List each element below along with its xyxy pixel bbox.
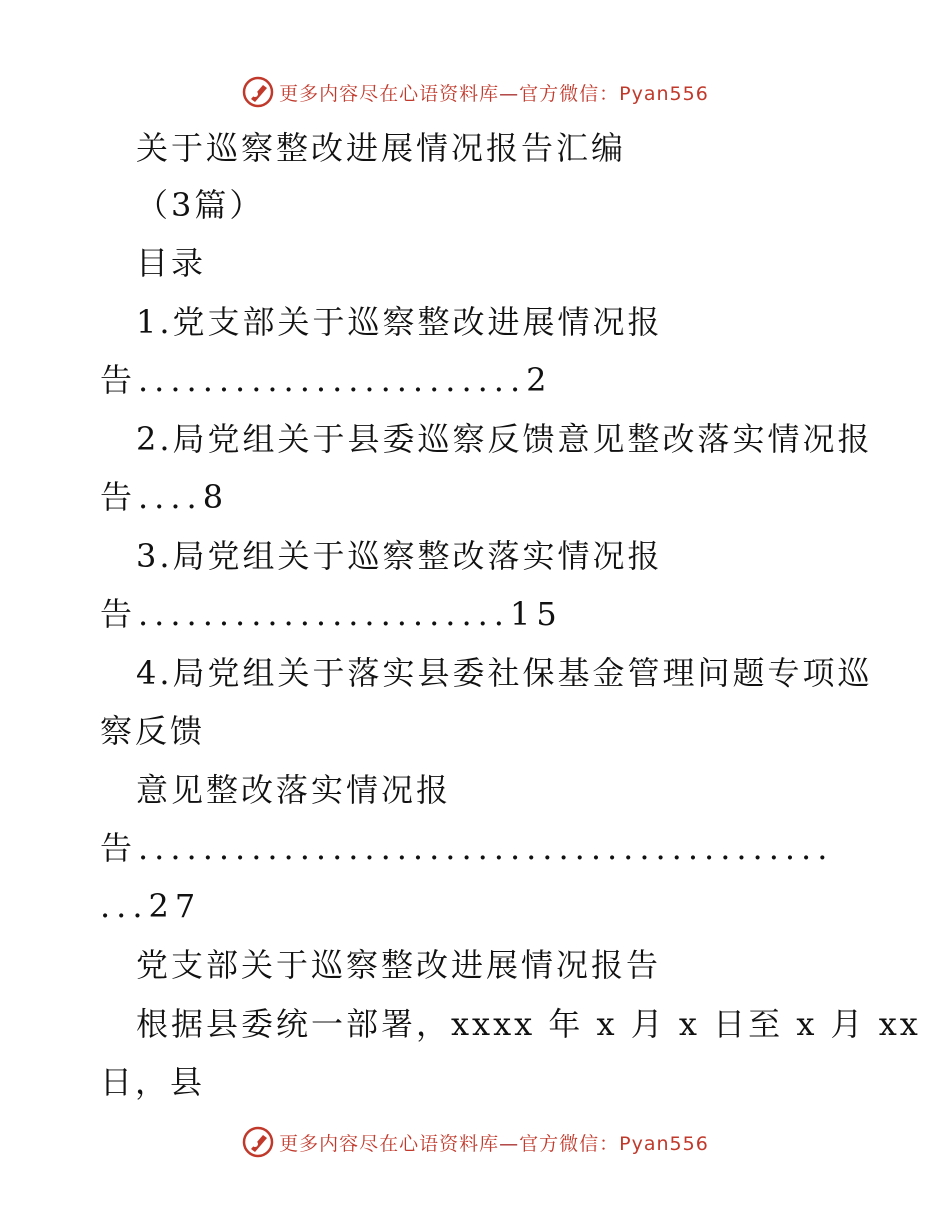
watermark-text: 更多内容尽在心语资料库—官方微信：Pyan556 (279, 82, 709, 105)
toc-item-3-line2: 告.......................15 (100, 595, 563, 633)
toc-item-4-line4: ...27 (100, 887, 202, 925)
toc-item-4-line1: 4.局党组关于落实县委社保基金管理问题专项巡 (136, 654, 873, 692)
toc-item-4-line3: 告........................................... (100, 829, 834, 867)
watermark-banner-top (0, 72, 950, 112)
toc-item-1-line2: 告........................2 (100, 361, 553, 399)
pen-logo-icon (241, 75, 275, 109)
toc-item-2-line2: 告....8 (100, 478, 230, 516)
document-title: 关于巡察整改进展情况报告汇编 (136, 129, 627, 167)
toc-item-2-line1: 2.局党组关于县委巡察反馈意见整改落实情况报 (136, 420, 873, 458)
toc-heading: 目录 (136, 244, 207, 282)
body-line-2: 日，县 (100, 1063, 206, 1101)
body-line-1: 根据县委统一部署，xxxx 年 x 月 x 日至 x 月 xx (136, 1005, 921, 1043)
toc-item-4-line1b: 察反馈 (100, 712, 206, 750)
toc-item-1-line1: 1.党支部关于巡察整改进展情况报 (136, 303, 663, 341)
toc-item-3-line1: 3.局党组关于巡察整改落实情况报 (136, 537, 663, 575)
watermark-text: 更多内容尽在心语资料库—官方微信：Pyan556 (279, 1132, 709, 1155)
toc-item-4-line2: 意见整改落实情况报 (136, 771, 452, 809)
section-heading: 党支部关于巡察整改进展情况报告 (136, 946, 662, 984)
watermark-banner-bottom (0, 1122, 950, 1162)
pen-logo-icon (241, 1125, 275, 1159)
document-count: （3篇） (136, 186, 265, 224)
